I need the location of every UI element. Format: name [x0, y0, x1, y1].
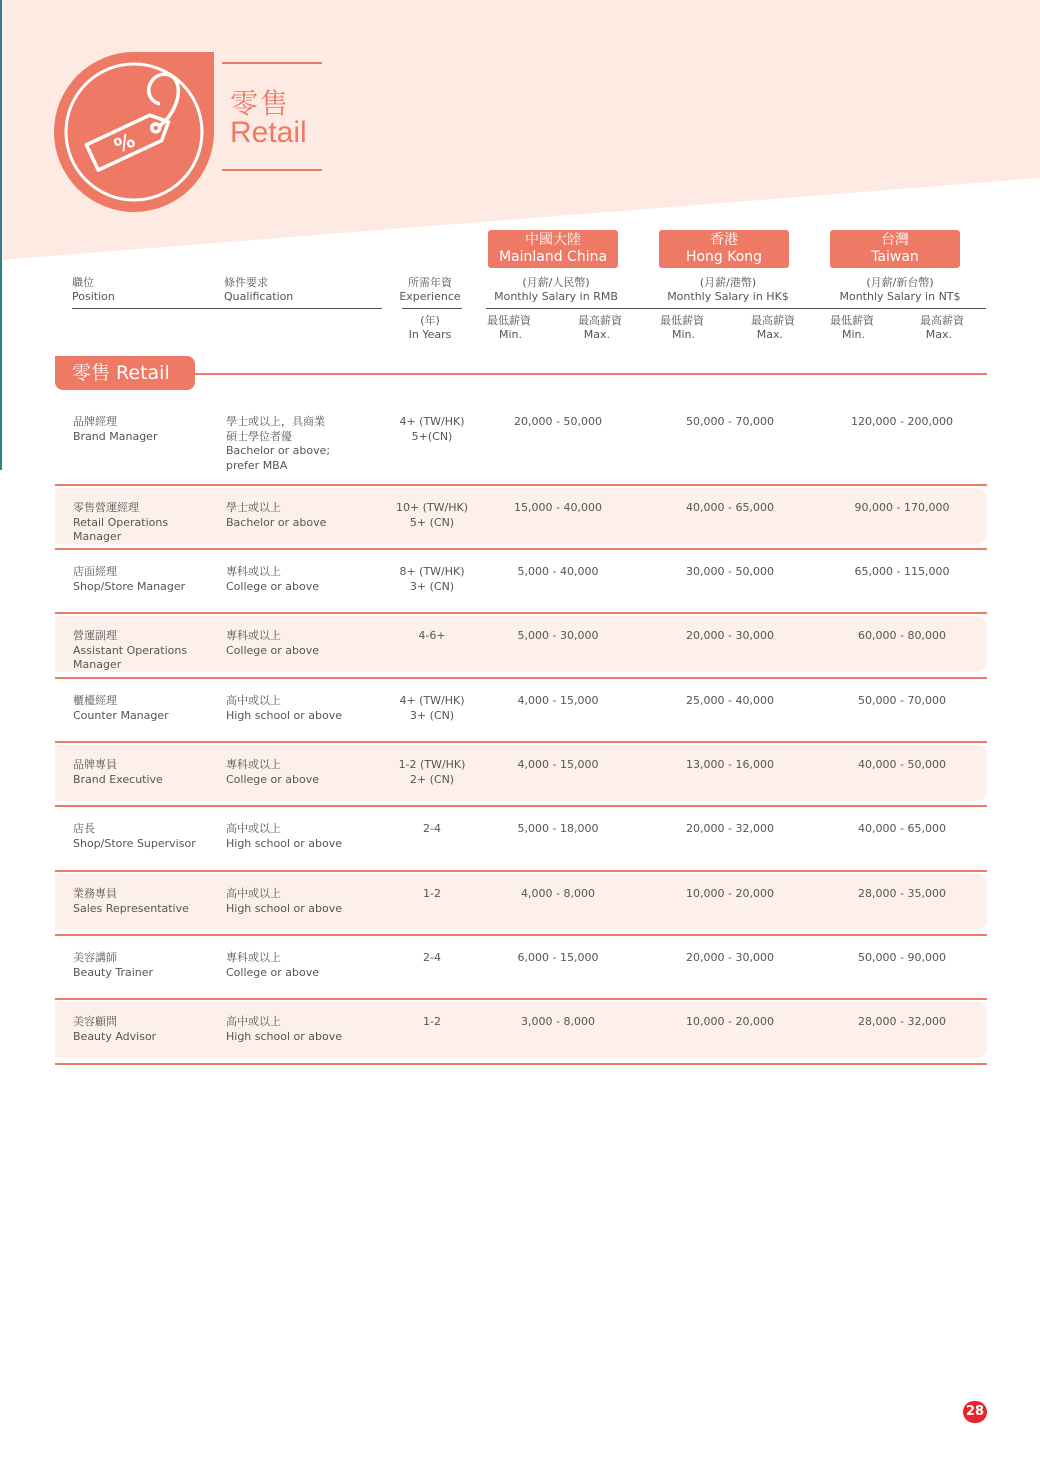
svg-text:%: % [110, 127, 139, 159]
row-experience: 2-4 [423, 951, 441, 964]
position-en: Beauty Advisor [73, 1029, 157, 1043]
row-experience: 4+ (TW/HK) 5+(CN) [399, 415, 465, 443]
row-position [73, 887, 218, 916]
position-en: Counter Manager [73, 708, 169, 722]
qualification-en: High school or above [226, 1029, 343, 1043]
qualification-zh: 高中或以上 [226, 822, 281, 835]
qualification-en: High school or above [226, 901, 343, 915]
header-position: 職位 Position [72, 276, 115, 303]
row-salary-tw: 40,000 - 50,000 [858, 758, 946, 771]
qualification-zh: 專科或以上 [226, 565, 281, 578]
title-rule-bottom [222, 169, 322, 171]
row-divider [55, 484, 987, 486]
row-divider [55, 870, 987, 872]
position-en: Sales Representative [73, 901, 189, 915]
qualification-en: College or above [226, 772, 320, 786]
qualification-zh: 高中或以上 [226, 887, 281, 900]
position-zh: 零售營運經理 [73, 501, 139, 514]
row-salary-hk: 20,000 - 30,000 [686, 629, 774, 642]
header-qualification: 條件要求 Qualification [224, 276, 294, 303]
row-qualification [226, 694, 376, 723]
position-zh: 營運副理 [73, 629, 117, 642]
qualification-zh: 高中或以上 [226, 1015, 281, 1028]
row-experience: 1-2 (TW/HK) 2+ (CN) [398, 758, 466, 786]
row-divider [55, 548, 987, 550]
row-salary-tw: 50,000 - 90,000 [858, 951, 946, 964]
qualification-en: College or above [226, 579, 320, 593]
position-zh: 美容顧問 [73, 1015, 117, 1028]
row-salary-hk: 20,000 - 30,000 [686, 951, 774, 964]
row-qualification [226, 501, 376, 530]
row-position [73, 951, 218, 980]
region-header-mainland-china: 中國大陸 Mainland China [488, 230, 618, 268]
row-salary-cn: 15,000 - 40,000 [514, 501, 602, 514]
row-salary-cn: 3,000 - 8,000 [521, 1015, 595, 1028]
row-experience: 4-6+ [418, 629, 446, 642]
row-salary-hk: 30,000 - 50,000 [686, 565, 774, 578]
header-hk-max: 最高薪資 Max. [751, 314, 795, 341]
position-zh: 業務專員 [73, 887, 117, 900]
row-salary-cn: 5,000 - 40,000 [517, 565, 599, 578]
row-divider [55, 677, 987, 679]
row-experience: 1-2 [423, 1015, 441, 1028]
row-salary-cn: 6,000 - 15,000 [517, 951, 599, 964]
row-qualification [226, 1015, 376, 1044]
qualification-en: High school or above [226, 708, 343, 722]
row-salary-cn: 4,000 - 15,000 [517, 694, 599, 707]
row-salary-hk: 40,000 - 65,000 [686, 501, 774, 514]
qualification-en: College or above [226, 965, 320, 979]
qualification-en: College or above [226, 643, 320, 657]
row-salary-hk: 10,000 - 20,000 [686, 887, 774, 900]
position-en: Assistant Operations Manager [73, 643, 188, 671]
qualification-en: High school or above [226, 836, 343, 850]
qualification-zh: 高中或以上 [226, 694, 281, 707]
position-en: Brand Manager [73, 429, 158, 443]
section-label-retail: 零售 Retail [55, 356, 195, 390]
header-cn-min: 最低薪資 Min. [487, 314, 531, 341]
title-rule-top [222, 62, 322, 64]
header-salary-tw: (月薪/新台幣) Monthly Salary in NT$ [839, 276, 961, 303]
row-salary-cn: 5,000 - 18,000 [517, 822, 599, 835]
row-position [73, 694, 218, 723]
row-qualification [226, 415, 376, 473]
row-salary-hk: 25,000 - 40,000 [686, 694, 774, 707]
row-divider [55, 998, 987, 1000]
qualification-zh: 專科或以上 [226, 629, 281, 642]
row-position [73, 415, 218, 444]
row-salary-hk: 10,000 - 20,000 [686, 1015, 774, 1028]
row-salary-tw: 40,000 - 65,000 [858, 822, 946, 835]
row-qualification [226, 887, 376, 916]
row-position [73, 629, 218, 673]
position-zh: 店長 [73, 822, 95, 835]
row-qualification [226, 951, 376, 980]
row-divider [55, 1063, 987, 1065]
position-en: Retail Operations Manager [73, 515, 169, 543]
qualification-en: Bachelor or above [226, 515, 327, 529]
header-cn-max: 最高薪資 Max. [578, 314, 622, 341]
region-header-hong-kong: 香港 Hong Kong [659, 230, 789, 268]
row-divider [55, 741, 987, 743]
position-en: Beauty Trainer [73, 965, 154, 979]
header-hk-min: 最低薪資 Min. [660, 314, 704, 341]
row-salary-cn: 5,000 - 30,000 [517, 629, 599, 642]
qualification-zh: 學士或以上，具商業 碩士學位者優 [226, 415, 325, 443]
header-salary-cn: (月薪/人民幣) Monthly Salary in RMB [494, 276, 618, 303]
page-title-zh: 零售 [230, 87, 291, 120]
row-position [73, 501, 218, 545]
row-experience: 1-2 [423, 887, 441, 900]
position-zh: 美容講師 [73, 951, 117, 964]
header-rule-experience [402, 308, 462, 309]
qualification-en: Bachelor or above; prefer MBA [226, 444, 331, 472]
row-salary-hk: 50,000 - 70,000 [686, 415, 774, 428]
qualification-zh: 專科或以上 [226, 951, 281, 964]
row-position [73, 822, 218, 851]
page-number: 28 [963, 1401, 987, 1423]
position-en: Shop/Store Manager [73, 579, 186, 593]
row-salary-tw: 50,000 - 70,000 [858, 694, 946, 707]
row-divider [55, 805, 987, 807]
row-position [73, 758, 218, 787]
row-qualification [226, 822, 376, 851]
page-edge-bar [0, 0, 2, 470]
row-experience: 2-4 [423, 822, 441, 835]
row-salary-tw: 65,000 - 115,000 [854, 565, 950, 578]
row-salary-hk: 13,000 - 16,000 [686, 758, 774, 771]
position-en: Brand Executive [73, 772, 163, 786]
row-salary-cn: 4,000 - 8,000 [521, 887, 595, 900]
header-rule-salary [486, 308, 986, 309]
row-qualification [226, 629, 376, 658]
row-salary-tw: 120,000 - 200,000 [851, 415, 953, 428]
row-position [73, 565, 218, 594]
row-experience: 8+ (TW/HK) 3+ (CN) [399, 565, 465, 593]
row-salary-cn: 20,000 - 50,000 [514, 415, 602, 428]
qualification-zh: 學士或以上 [226, 501, 281, 514]
header-rule-left [72, 308, 382, 309]
qualification-zh: 專科或以上 [226, 758, 281, 771]
position-zh: 品牌經理 [73, 415, 117, 428]
region-header-taiwan: 台灣 Taiwan [830, 230, 960, 268]
row-divider [55, 612, 987, 614]
position-zh: 店面經理 [73, 565, 117, 578]
position-zh: 品牌專員 [73, 758, 117, 771]
position-en: Shop/Store Supervisor [73, 836, 196, 850]
row-qualification [226, 565, 376, 594]
row-divider [55, 934, 987, 936]
header-tw-max: 最高薪資 Max. [920, 314, 964, 341]
section-rule [195, 373, 987, 375]
header-experience: 所需年資 Experience [399, 276, 461, 303]
header-salary-hk: (月薪/港幣) Monthly Salary in HK$ [667, 276, 789, 303]
row-salary-tw: 60,000 - 80,000 [858, 629, 946, 642]
page-title-en: Retail [230, 116, 307, 149]
row-experience: 4+ (TW/HK) 3+ (CN) [399, 694, 465, 722]
row-salary-tw: 90,000 - 170,000 [854, 501, 950, 514]
row-qualification [226, 758, 376, 787]
row-salary-tw: 28,000 - 35,000 [858, 887, 946, 900]
row-salary-hk: 20,000 - 32,000 [686, 822, 774, 835]
row-experience: 10+ (TW/HK) 5+ (CN) [395, 501, 469, 529]
row-position [73, 1015, 218, 1044]
row-salary-tw: 28,000 - 32,000 [858, 1015, 946, 1028]
position-zh: 櫃檯經理 [73, 694, 117, 707]
header-tw-min: 最低薪資 Min. [830, 314, 874, 341]
header-years: (年) In Years [408, 314, 452, 341]
row-salary-cn: 4,000 - 15,000 [517, 758, 599, 771]
price-tag-icon [54, 52, 214, 212]
